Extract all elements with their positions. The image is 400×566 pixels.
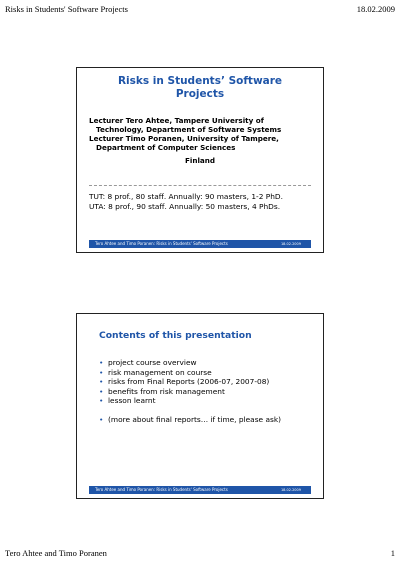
list-item-text: (more about final reports… if time, please ask) bbox=[108, 414, 281, 424]
bullet-icon: • bbox=[99, 386, 104, 396]
slide-heading: Contents of this presentation bbox=[99, 330, 252, 341]
author-timo bbox=[89, 134, 311, 152]
list-item-text: risks from Final Reports (2006-07, 2007-08) bbox=[108, 377, 270, 387]
list-item bbox=[99, 396, 313, 406]
page-footer bbox=[5, 548, 395, 560]
slide-heading: Risks in Students’ Software Projects bbox=[117, 75, 283, 100]
list-item bbox=[99, 377, 313, 387]
slide-contents bbox=[76, 313, 324, 499]
author-line: Technology, Department of Software Systems bbox=[96, 125, 282, 134]
document-title: Risks in Students' Software Projects bbox=[5, 4, 128, 14]
stat-line: TUT: 8 prof., 80 staff. Annually: 90 masters, 1-2 PhD. bbox=[89, 192, 283, 201]
bullet-icon: • bbox=[99, 414, 104, 424]
divider bbox=[89, 185, 311, 186]
author-line: Department of Computer Sciences bbox=[96, 143, 236, 152]
list-item-text: lesson learnt bbox=[108, 396, 156, 406]
footer-authors: Tero Ahtee and Timo Poranen bbox=[5, 548, 107, 558]
bullet-icon: • bbox=[99, 358, 104, 367]
slide-footer-bar bbox=[89, 240, 311, 248]
list-item bbox=[99, 415, 313, 425]
list-item bbox=[99, 358, 313, 368]
document-date: 18.02.2009 bbox=[356, 4, 395, 14]
stats-block bbox=[89, 192, 311, 212]
bullet-icon: • bbox=[99, 396, 104, 406]
bullet-icon: • bbox=[99, 367, 104, 377]
contents-list bbox=[99, 358, 313, 425]
slide-footer-date: 18.02.2009 bbox=[280, 242, 301, 246]
author-tero bbox=[89, 116, 311, 134]
list-item-text: benefits from risk management bbox=[108, 386, 225, 396]
author-line: Lecturer Timo Poranen, University of Tampere, bbox=[89, 134, 279, 143]
bullet-icon: • bbox=[99, 377, 104, 387]
slide-footer-date: 18.02.2009 bbox=[280, 488, 301, 492]
page-number: 1 bbox=[390, 548, 395, 558]
list-item bbox=[99, 387, 313, 397]
slide-footer-bar bbox=[89, 486, 311, 494]
page-header bbox=[5, 4, 395, 16]
slide-title bbox=[76, 67, 324, 253]
slide-footer-text: Tero Ahtee and Timo Poranen: Risks in Students' Software Projects bbox=[95, 241, 228, 246]
stat-line: UTA: 8 prof., 90 staff. Annually: 50 masters, 4 PhDs. bbox=[89, 202, 281, 211]
list-item bbox=[99, 368, 313, 378]
list-item-text: project course overview bbox=[108, 358, 197, 367]
list-item-text: risk management on course bbox=[108, 367, 212, 377]
country: Finland bbox=[184, 156, 216, 165]
authors-block bbox=[89, 116, 311, 165]
author-line: Lecturer Tero Ahtee, Tampere University of bbox=[89, 116, 264, 125]
slide-footer-text: Tero Ahtee and Timo Poranen: Risks in Students' Software Projects bbox=[95, 487, 228, 492]
